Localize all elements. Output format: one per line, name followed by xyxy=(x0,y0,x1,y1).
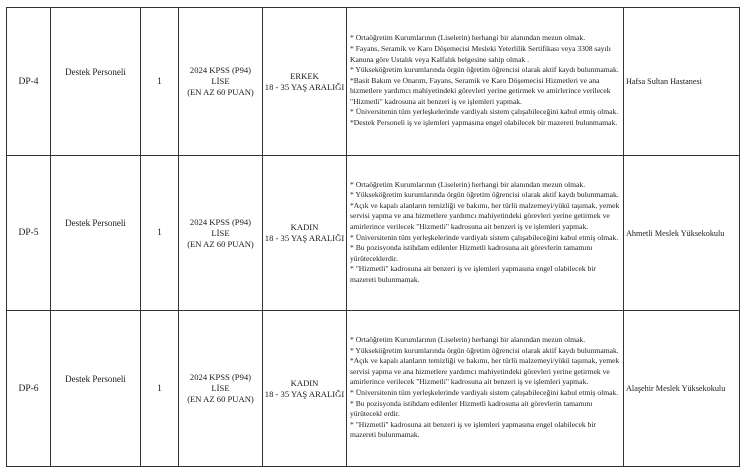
unit-name: Hafsa Sultan Hastanesi xyxy=(624,8,740,156)
gender: ERKEK xyxy=(290,70,319,81)
gender-age xyxy=(263,8,347,156)
requirement-item: * Üniversitenin tüm yerleşkelerinde vardiyalı sistem çalışabileceğini kabul etmiş olmak. xyxy=(350,388,619,397)
positions-table xyxy=(6,7,740,467)
requirement-item: *Destek Personeli iş ve işlemleri yapmasına engel olabilecek bir mazereti bulunmamak. xyxy=(350,118,618,128)
education-level: LİSE xyxy=(211,227,230,238)
unit-name: Ahmetli Meslek Yüksekokulu xyxy=(624,156,740,311)
exam-requirement xyxy=(179,156,263,311)
requirements xyxy=(347,8,624,156)
requirement-item: * Fayans, Seramik ve Karo Döşemecisi Mesleki Yeterlilik Sertifikası veya 3308 sayılı Kanuna göre Ustalık veya Kalfalık belgesine sahip olmak . xyxy=(350,43,611,64)
requirement-item: * Bu pozisyonda istihdam edilenler Hizmetli kadrosuna ait görevlerin tamamını yürüteceklerdir. xyxy=(350,243,593,263)
position-code: DP-4 xyxy=(7,8,51,156)
education-level: LİSE xyxy=(211,76,230,86)
position-title-cell xyxy=(51,8,141,156)
position-title: Destek Personeli xyxy=(65,373,126,384)
position-code: DP-5 xyxy=(7,156,51,311)
requirement-item: * Ortaöğretim Kurumlarının (Liselerin) herhangi bir alanından mezun olmak. xyxy=(350,335,586,345)
requirement-item: * Yükseköğretim kurumlarında örgün öğretim öğrencisi olarak aktif kaydı bulunmamak. xyxy=(350,190,619,200)
requirements xyxy=(347,156,624,311)
gender: KADIN xyxy=(290,377,319,388)
gender: KADIN xyxy=(290,222,319,232)
requirement-item: * Üniversitenin tüm yerleşkelerinde vardiyalı sistem çalışabileceğini kabul etmiş olmak. xyxy=(350,232,619,242)
min-score: (EN AZ 60 PUAN) xyxy=(187,394,254,404)
requirement-item: * "Hizmetli" kadrosuna ait benzeri iş ve işlemleri yapmasına engel olabilecek bir mazereti bulunmamak. xyxy=(350,264,596,284)
table-row xyxy=(7,311,740,467)
table-row xyxy=(7,8,740,156)
requirements xyxy=(347,311,624,467)
requirement-item: * Ortaöğretim Kurumlarının (Liselerin) herhangi bir alanından mezun olmak. xyxy=(350,33,586,43)
exam-requirement xyxy=(179,311,263,467)
min-score: (EN AZ 60 PUAN) xyxy=(187,238,254,249)
exam-type: 2024 KPSS (P94) xyxy=(189,216,252,227)
requirement-item: * Ortaöğretim Kurumlarının (Liselerin) herhangi bir alanından mezun olmak. xyxy=(350,179,586,189)
unit-name: Alaşehir Meslek Yüksekokulu xyxy=(624,311,740,467)
age-range: 18 - 35 YAŞ ARALIĞI xyxy=(264,81,345,92)
exam-type: 2024 KPSS (P94) xyxy=(189,65,252,75)
position-title-cell xyxy=(51,156,141,311)
position-quantity: 1 xyxy=(141,8,179,156)
requirement-item: * Yükseköğretim kurumlarında örgün öğretim öğrencisi olarak aktif kaydı bulunmamak. xyxy=(350,345,619,355)
position-title: Destek Personeli xyxy=(65,218,126,228)
gender-age xyxy=(263,311,347,467)
table-row xyxy=(7,156,740,311)
requirement-item: * "Hizmetli" kadrosuna ait benzeri iş ve işlemleri yapmasına engel olabilecek bir mazereti bulunmamak. xyxy=(350,419,596,440)
min-score: (EN AZ 60 PUAN) xyxy=(187,87,254,97)
requirement-item: * Yükseköğretim kurumlarında örgün öğretim öğrencisi olarak aktif kaydı bulunmamak. xyxy=(350,65,619,75)
requirement-item: *Açık ve kapalı alanların temizliği ve bakımı, her türlü malzemeyi/yükü taşımak, yemek servisi yapma ve ana hizmetlere yardımcı mahiyetindeki görevleri yerine getirmek ve amirlerince verilecek "Hizmetli" kadrosuna ait benzeri iş ve işlemleri yapmak. xyxy=(350,200,620,231)
age-range: 18 - 35 YAŞ ARALIĞI xyxy=(264,233,345,243)
position-quantity: 1 xyxy=(141,156,179,311)
education-level: LİSE xyxy=(211,383,230,393)
position-quantity: 1 xyxy=(141,311,179,467)
requirement-item: * Bu pozisyonda istihdam edilenler Hizmetli kadrosuna ait görevlerin tamamını yürütecekl erdir. xyxy=(350,398,593,419)
age-range: 18 - 35 YAŞ ARALIĞI xyxy=(264,388,345,399)
requirement-item: * Üniversitenin tüm yerleşkelerinde vardiyalı sistem çalışabileceğini kabul etmiş olmak. xyxy=(350,107,619,117)
exam-requirement xyxy=(179,8,263,156)
position-title: Destek Personeli xyxy=(65,66,126,77)
position-code: DP-6 xyxy=(7,311,51,467)
gender-age xyxy=(263,156,347,311)
requirement-item: *Basit Bakım ve Onarım, Fayans, Seramik ve Karo Döşemecisi Hizmetleri ve ana hizmetlere yardımcı mahiyetindeki görevleri yerine getirmek ve amirlerince verilecek "Hizmetli" kadrosuna ait benzeri iş ve işlemleri yapmak. xyxy=(350,75,611,106)
requirement-item: *Açık ve kapalı alanların temizliği ve bakımı, her türlü malzemeyi/yükü taşımak, yemek servisi yapma ve ana hizmetlere yardımcı mahiyetindeki görevleri yerine getirmek ve amirlerince verilecek "Hizmetli" kadrosuna ait benzeri iş ve işlemleri yapmak. xyxy=(350,356,620,387)
position-title-cell xyxy=(51,311,141,467)
exam-type: 2024 KPSS (P94) xyxy=(189,372,252,382)
